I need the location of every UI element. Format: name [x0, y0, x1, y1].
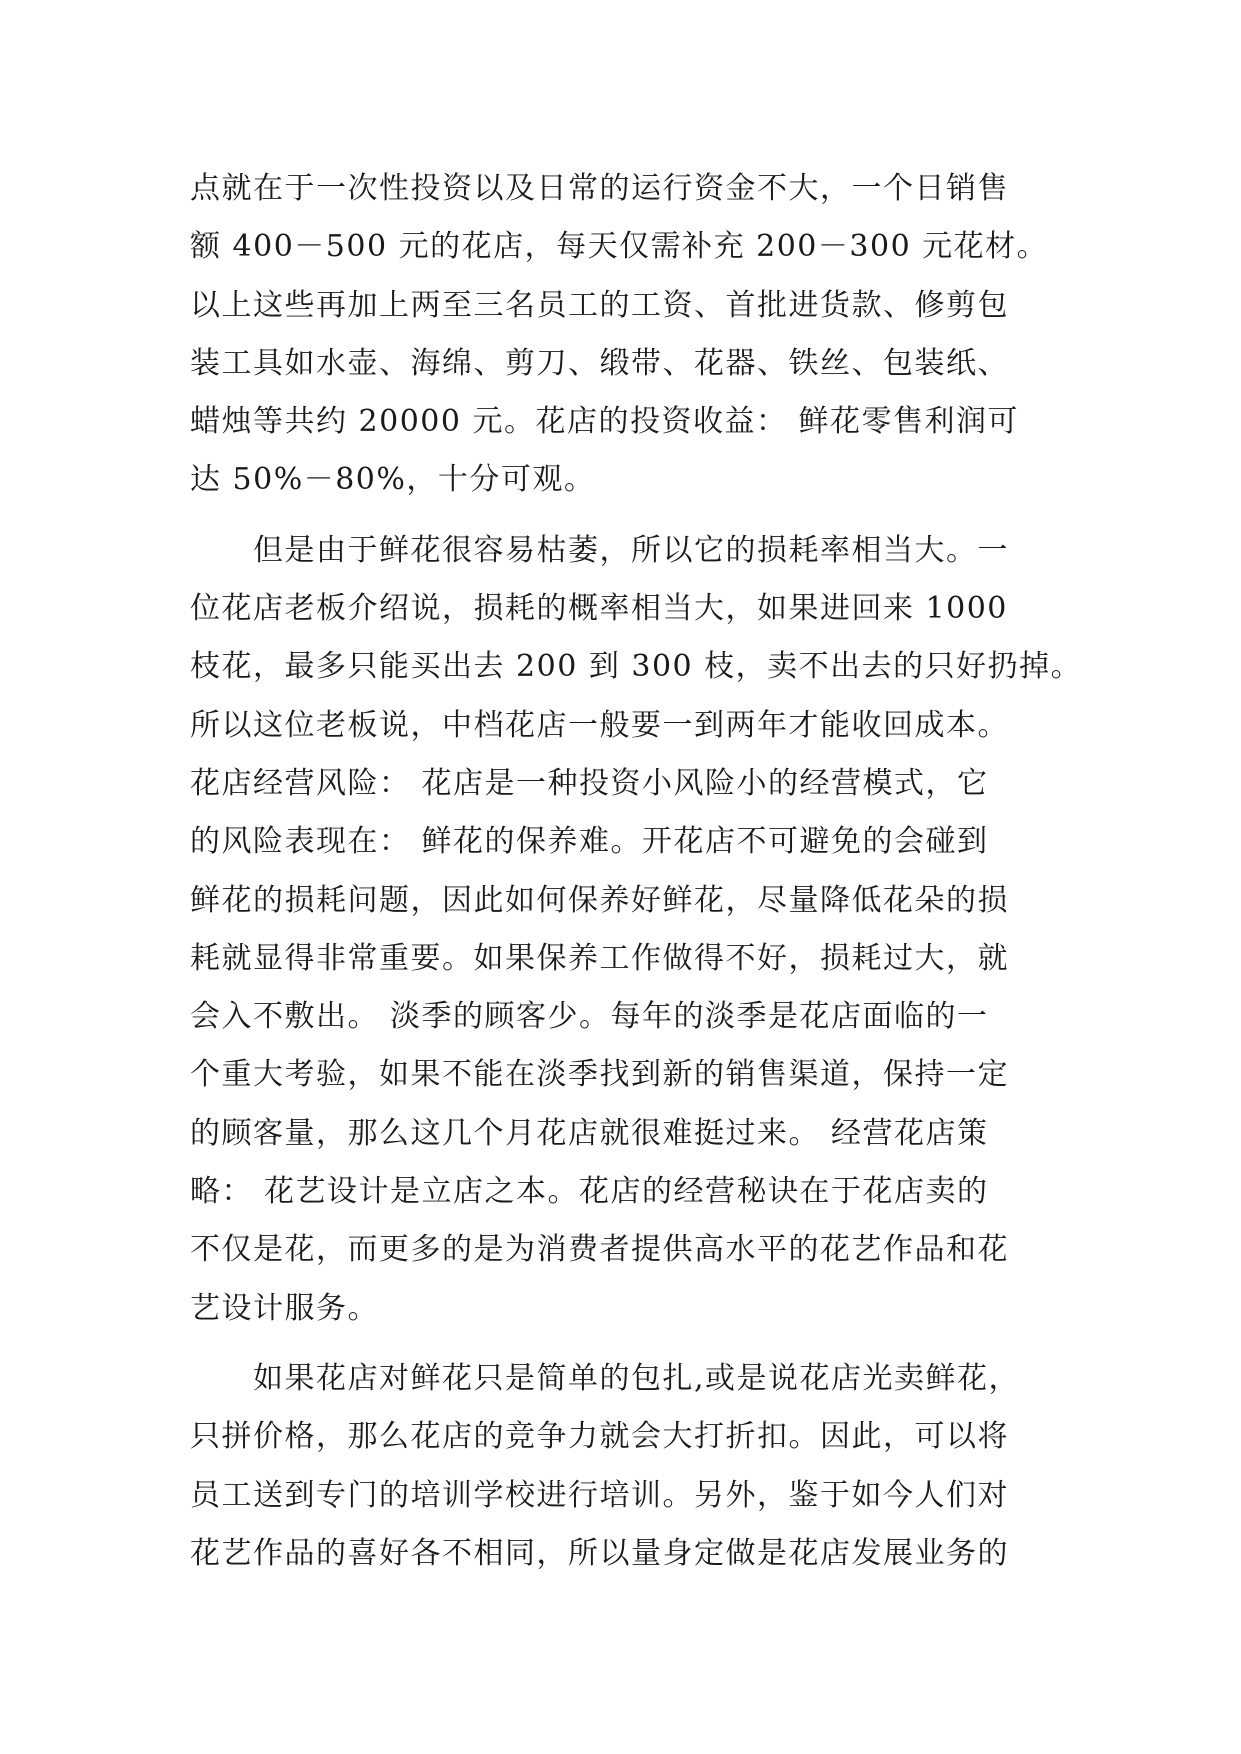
text-line: 如果花店对鲜花只是简单的包扎,或是说花店光卖鲜花，: [190, 1360, 1021, 1396]
text-line: 鲜花的损耗问题，因此如何保养好鲜花，尽量降低花朵的损: [190, 882, 1009, 918]
text-line: 只拼价格，那么花店的竞争力就会大打折扣。因此，可以将: [190, 1419, 1009, 1455]
paragraph-gap: [190, 1338, 1090, 1350]
text-line: 枝花，最多只能买出去 200 到 300 枝，卖不出去的只好扔掉。: [190, 649, 1083, 685]
text-line: 点就在于一次性投资以及日常的运行资金不大，一个日销售: [190, 171, 1009, 206]
paragraph-2: [190, 522, 1090, 1338]
text-line: 会入不敷出。 淡季的顾客少。每年的淡季是花店面临的一: [190, 999, 989, 1035]
text-line: 个重大考验，如果不能在淡季找到新的销售渠道，保持一定: [190, 1057, 1009, 1093]
text-line: 但是由于鲜花很容易枯萎，所以它的损耗率相当大。一: [190, 532, 1009, 568]
text-line: 的风险表现在： 鲜花的保养难。开花店不可避免的会碰到: [190, 824, 989, 860]
paragraph-gap: [190, 510, 1090, 522]
text-line: 所以这位老板说，中档花店一般要一到两年才能收回成本。: [190, 707, 1009, 743]
text-line: 位花店老板介绍说，损耗的概率相当大，如果进回来 1000: [190, 591, 1008, 627]
paragraph-1: [190, 160, 1090, 510]
text-line: 以上这些再加上两至三名员工的工资、首批进货款、修剪包: [190, 287, 1009, 323]
text-line: 艺设计服务。: [190, 1290, 379, 1326]
text-line: 员工送到专门的培训学校进行培训。另外，鉴于如今人们对: [190, 1477, 1009, 1513]
text-line: 达 50%－80%，十分可观。: [190, 462, 596, 498]
text-line: 的顾客量，那么这几个月花店就很难挺过来。 经营花店策: [190, 1115, 989, 1151]
text-line: 耗就显得非常重要。如果保养工作做得不好，损耗过大，就: [190, 940, 1009, 976]
text-line: 花艺作品的喜好各不相同，所以量身定做是花店发展业务的: [190, 1535, 1009, 1571]
text-line: 额 400－500 元的花店，每天仅需补充 200－300 元花材。: [190, 229, 1049, 265]
text-line: 略： 花艺设计是立店之本。花店的经营秘诀在于花店卖的: [190, 1174, 989, 1210]
text-line: 不仅是花，而更多的是为消费者提供高水平的花艺作品和花: [190, 1232, 1009, 1268]
paragraph-3: [190, 1350, 1090, 1583]
text-line: 蜡烛等共约 20000 元。花店的投资收益： 鲜花零售利润可: [190, 404, 1020, 440]
text-line: 花店经营风险： 花店是一种投资小风险小的经营模式，它: [190, 765, 989, 801]
body-text: [190, 160, 1090, 1583]
text-line: 装工具如水壶、海绵、剪刀、缎带、花器、铁丝、包装纸、: [190, 345, 1009, 381]
